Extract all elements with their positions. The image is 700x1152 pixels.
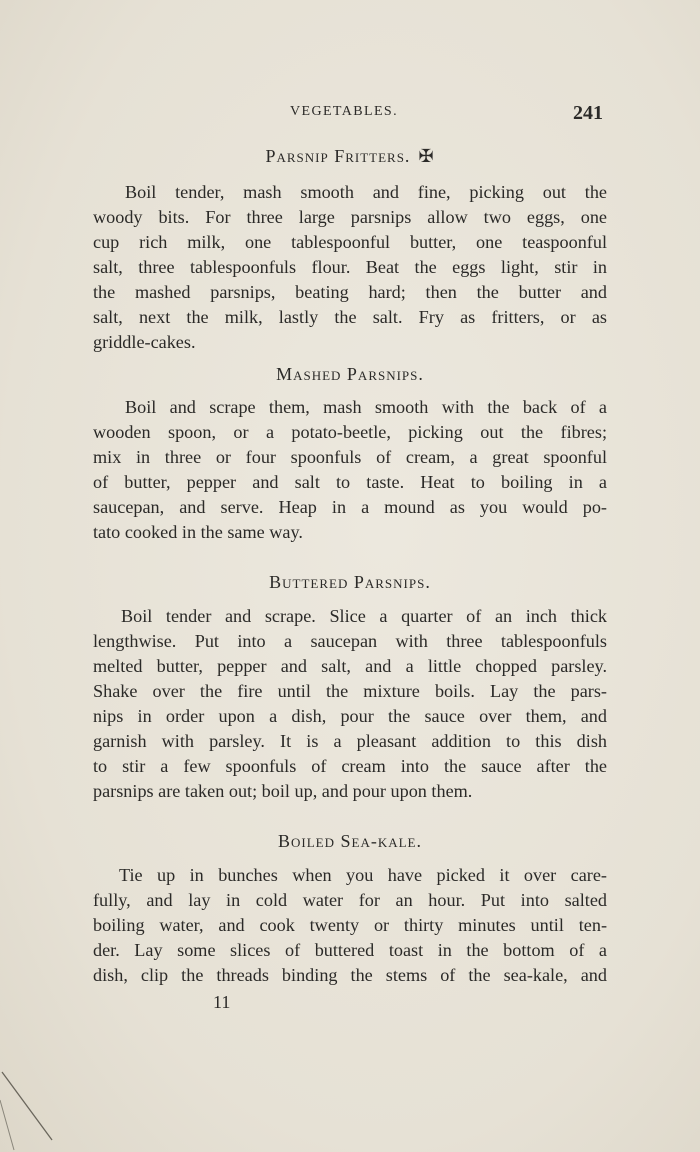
section-title: Parsnip Fritters. [265,146,411,166]
section-title: Buttered Parsnips. [269,572,431,592]
text-line: tato cooked in the same way. [93,522,303,542]
section-heading-boiled-sea-kale [0,831,700,852]
text-line: saucepan, and serve. Heap in a mound as you would po- [93,497,607,517]
text-line: fully, and lay in cold water for an hour. Put into salted [93,890,607,910]
cross-pattee-icon: ✠ [418,146,435,166]
text-line: woody bits. For three large parsnips allow two eggs, one [93,207,607,227]
text-line: Boil and scrape them, mash smooth with the back of a [125,397,607,417]
text-line: der. Lay some slices of buttered toast in the bottom of a [93,940,607,960]
text-line: salt, next the milk, lastly the salt. Fry as fritters, or as [93,307,607,327]
text-line: griddle-cakes. [93,332,196,352]
text-line: to stir a few spoonfuls of cream into the sauce after the [93,756,607,776]
text-line: lengthwise. Put into a saucepan with three tablespoonfuls [93,631,607,651]
paragraph-boiled-sea-kale [93,863,607,988]
section-heading-parsnip-fritters [0,146,700,167]
text-line: cup rich milk, one tablespoonful butter, one teaspoonful [93,232,607,252]
text-line: boiling water, and cook twenty or thirty minutes until ten- [93,915,607,935]
text-line: nips in order upon a dish, pour the sauce over them, and [93,706,607,726]
text-line: Tie up in bunches when you have picked it over care- [119,865,607,885]
paragraph-buttered-parsnips [93,604,607,804]
text-line: wooden spoon, or a potato-beetle, picking out the fibres; [93,422,607,442]
text-line: dish, clip the threads binding the stems of the sea-kale, and [93,965,607,985]
text-line: parsnips are taken out; boil up, and pour upon them. [93,781,473,801]
text-line: salt, three tablespoonfuls flour. Beat the eggs light, stir in [93,257,607,277]
page-crease-mark [0,1060,70,1152]
paragraph-mashed-parsnips [93,395,607,545]
text-line: mix in three or four spoonfuls of cream, a great spoonful [93,447,607,467]
text-line: the mashed parsnips, beating hard; then the butter and [93,282,607,302]
text-line: of butter, pepper and salt to taste. Heat to boiling in a [93,472,607,492]
crease-line [0,1100,14,1150]
section-title: Mashed Parsnips. [276,364,424,384]
section-heading-mashed-parsnips [0,364,700,385]
signature-mark: 11 [213,992,231,1012]
section-title: Boiled Sea-kale. [278,831,422,851]
running-head: VEGETABLES. [290,104,398,119]
paragraph-parsnip-fritters [93,180,607,355]
text-line: Shake over the fire until the mixture boils. Lay the pars- [93,681,607,701]
text-line: melted butter, pepper and salt, and a little chopped parsley. [93,656,607,676]
page-number: 241 [573,102,603,124]
text-line: Boil tender and scrape. Slice a quarter of an inch thick [121,606,607,626]
text-line: Boil tender, mash smooth and fine, picking out the [125,182,607,202]
crease-line [2,1072,52,1140]
section-heading-buttered-parsnips [0,572,700,593]
text-line: garnish with parsley. It is a pleasant addition to this dish [93,731,607,751]
